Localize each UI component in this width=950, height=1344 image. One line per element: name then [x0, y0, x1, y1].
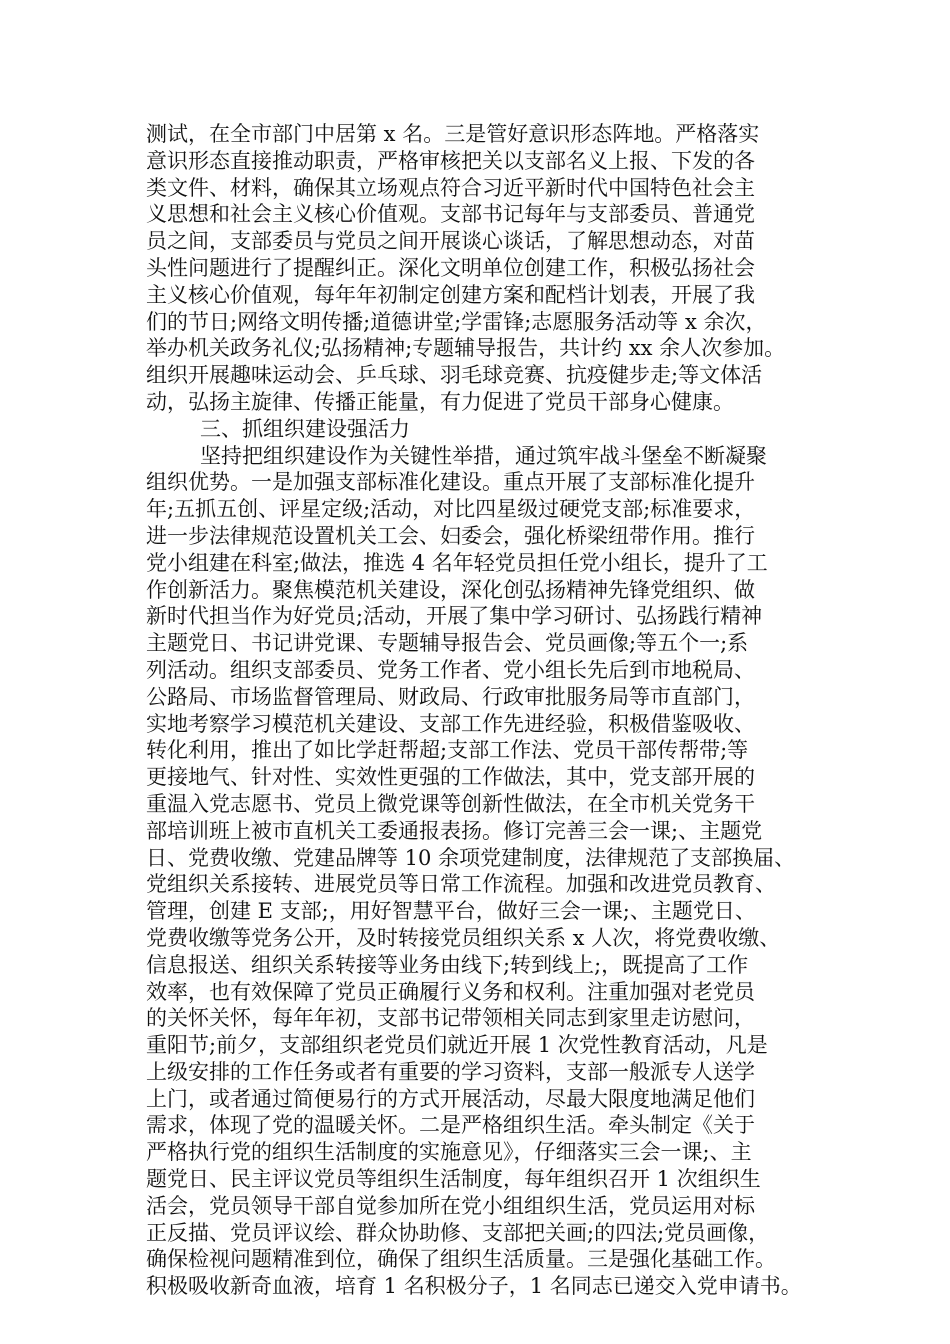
- text-line: 组织开展趣味运动会、乒乓球、羽毛球竞赛、抗疫健步走;等文体活: [146, 363, 763, 388]
- text-line: 意识形态直接推动职责，严格审核把关以支部名义上报、下发的各: [146, 148, 755, 173]
- text-line: 活会，党员领导干部自觉参加所在党小组组织生活，党员运用对标: [146, 1193, 755, 1218]
- text-line: 进一步法律规范设置机关工会、妇委会，强化桥梁纽带作用。推行: [146, 523, 755, 548]
- text-line: 重阳节;前夕，支部组织老党员们就近开展 1 次党性教育活动，凡是: [146, 1033, 768, 1058]
- text-line: 类文件、材料，确保其立场观点符合习近平新时代中国特色社会主: [146, 175, 755, 200]
- text-line: 更接地气、针对性、实效性更强的工作做法，其中，党支部开展的: [146, 765, 755, 790]
- text-line: 员之间，支部委员与党员之间开展谈心谈话，了解思想动态，对苗: [146, 229, 755, 254]
- text-line: 上门，或者通过简便易行的方式开展活动，尽最大限度地满足他们: [146, 1086, 755, 1111]
- text-line: 组织优势。一是加强支部标准化建设。重点开展了支部标准化提升: [146, 470, 755, 495]
- text-line: 正反描、党员评议绘、群众协助修、支部把关画;的四法;党员画像，: [146, 1220, 770, 1245]
- text-line: 作创新活力。聚焦模范机关建设，深化创弘扬精神先锋党组织、做: [146, 577, 755, 602]
- body-text: [146, 121, 826, 1300]
- paragraph-first-line: 坚持把组织建设作为关键性举措，通过筑牢战斗堡垒不断凝聚: [200, 443, 767, 468]
- text-line: 转化利用，推出了如比学赶帮超;支部工作法、党员干部传帮带;等: [146, 738, 749, 763]
- text-line: 动，弘扬主旋律、传播正能量，有力促进了党员干部身心健康。: [146, 389, 734, 414]
- text-line: 举办机关政务礼仪;弘扬精神;专题辅导报告，共计约 xx 余人次参加。: [146, 336, 786, 361]
- text-line: 效率，也有效保障了党员正确履行义务和权利。注重加强对老党员: [146, 979, 755, 1004]
- section-heading: 三、抓组织建设强活力: [200, 416, 410, 441]
- text-line: 上级安排的工作任务或者有重要的学习资料，支部一般派专人送学: [146, 1059, 755, 1084]
- text-line: 公路局、市场监督管理局、财政局、行政审批服务局等市直部门，: [146, 684, 755, 709]
- text-line: 党组织关系接转、进展党员等日常工作流程。加强和改进党员教育、: [146, 872, 776, 897]
- text-line: 部培训班上被市直机关工委通报表扬。修订完善三会一课;、主题党: [146, 818, 763, 843]
- text-line: 需求，体现了党的温暖关怀。二是严格组织生活。牵头制定《关于: [146, 1113, 755, 1138]
- text-line: 题党日、民主评议党员等组织生活制度，每年组织召开 1 次组织生: [146, 1167, 761, 1192]
- text-line: 日、党费收缴、党建品牌等 10 余项党建制度，法律规范了支部换届、: [146, 845, 796, 870]
- text-line: 党费收缴等党务公开，及时转接党员组织关系 x 人次，将党费收缴、: [146, 925, 781, 950]
- text-line: 测试，在全市部门中居第 x 名。三是管好意识形态阵地。严格落实: [146, 122, 760, 146]
- text-line: 新时代担当作为好党员;活动，开展了集中学习研讨、弘扬践行精神: [146, 604, 763, 629]
- text-line: 实地考察学习模范机关建设、支部工作先进经验，积极借鉴吸收、: [146, 711, 755, 736]
- text-line: 义思想和社会主义核心价值观。支部书记每年与支部委员、普通党: [146, 202, 755, 227]
- text-line: 头性问题进行了提醒纠正。深化文明单位创建工作，积极弘扬社会: [146, 255, 755, 280]
- text-line: 们的节日;网络文明传播;道德讲堂;学雷锋;志愿服务活动等 x 余次，: [146, 309, 767, 334]
- text-line: 严格执行党的组织生活制度的实施意见》，仔细落实三会一课;、主: [146, 1140, 752, 1165]
- text-line: 积极吸收新奇血液，培育 1 名积极分子，1 名同志已递交入党申请书。: [146, 1274, 802, 1299]
- text-line: 主义核心价值观，每年年初制定创建方案和配档计划表，开展了我: [146, 282, 755, 307]
- text-line: 党小组建在科室;做法，推选 4 名年轻党员担任党小组长，提升了工: [146, 550, 768, 575]
- text-line: 年;五抓五创、评星定级;活动，对比四星级过硬党支部;标准要求，: [146, 497, 756, 522]
- text-line: 确保检视问题精准到位，确保了组织生活质量。三是强化基础工作。: [146, 1247, 776, 1272]
- text-line: 管理，创建 E 支部;，用好智慧平台，做好三会一课;、主题党日、: [146, 899, 756, 924]
- text-line: 重温入党志愿书、党员上微党课等创新性做法，在全市机关党务干: [146, 791, 755, 816]
- text-line: 主题党日、书记讲党课、专题辅导报告会、党员画像;等五个一;系: [146, 631, 749, 656]
- text-line: 列活动。组织支部委员、党务工作者、党小组长先后到市地税局、: [146, 657, 755, 682]
- text-line: 的关怀关怀，每年年初，支部书记带领相关同志到家里走访慰问，: [146, 1006, 755, 1031]
- text-line: 信息报送、组织关系转接等业务由线下;转到线上;，既提高了工作: [146, 952, 749, 977]
